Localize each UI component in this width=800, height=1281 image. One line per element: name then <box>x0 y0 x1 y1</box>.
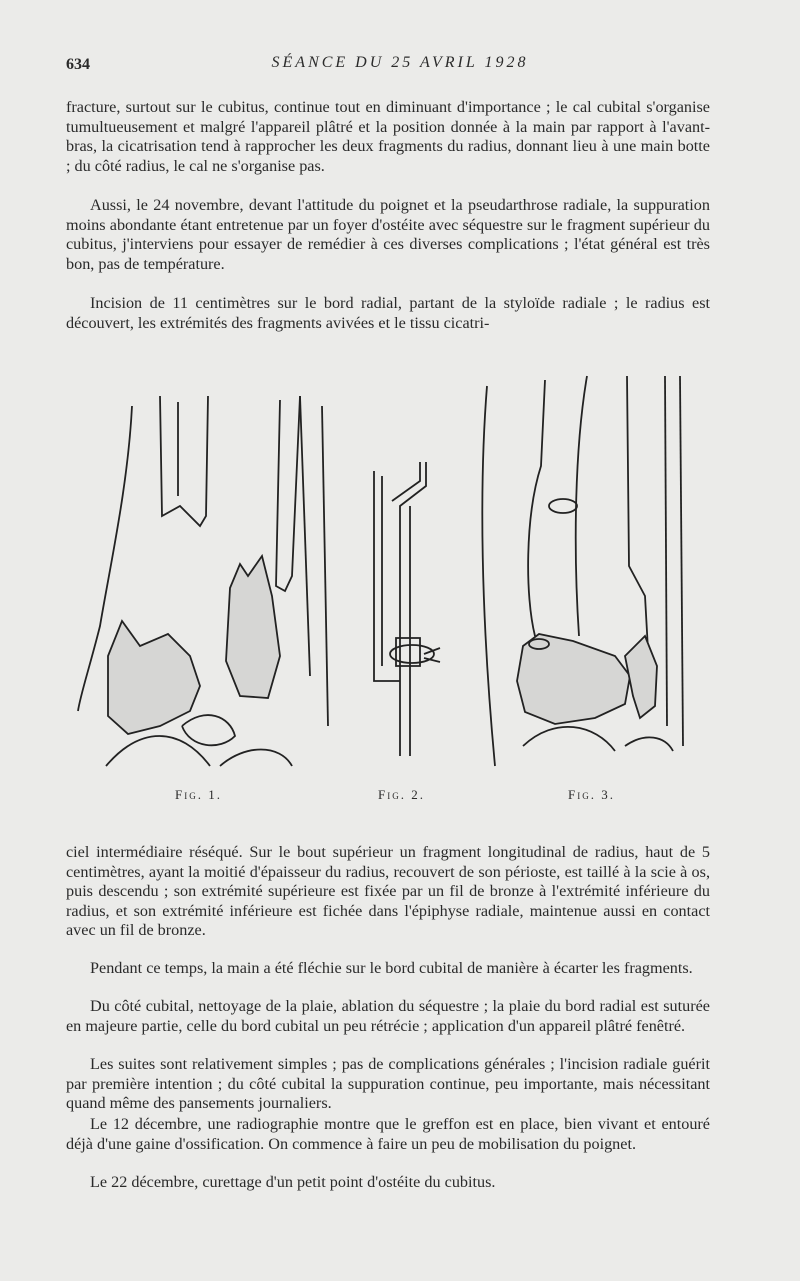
paragraph-6: Du côté cubital, nettoyage de la plaie, ablation du séquestre ; la plaie du bord radial est suturée en majeure partie, celle du bord cubital un peu rétrécie ; application d'un appareil plâtré fenêtré. <box>66 997 710 1035</box>
figure-1-drawing <box>70 366 350 776</box>
figure-3-drawing <box>475 366 690 776</box>
paragraph-4: ciel intermédiaire réséqué. Sur le bout supérieur un fragment longitudinal de radius, haut de 5 centimètres, ayant la moitié d'épaisseur du radius, recouvert de son périoste, est taillé à la scie à os, puis descendu ; son extrémité supérieure est fixée par un fil de bronze à l'extrémité inférieure du radius, et son extrémité inférieure est fichée dans l'épiphyse radiale, maintenue aussi en contact avec un fil de bronze. <box>66 843 710 939</box>
paragraph-8: Le 12 décembre, une radiographie montre que le greffon est en place, bien vivant et entouré déjà d'une gaine d'ossification. On commence à faire un peu de mobilisation du poignet. <box>66 1115 710 1153</box>
paragraph-2: Aussi, le 24 novembre, devant l'attitude du poignet et la pseudarthrose radiale, la suppuration moins abondante étant entretenue par un foyer d'ostéite avec séquestre sur le fragment supérieur du cubitus, j'interviens pour essayer de remédier à ces diverses complications ; l'état général est très bon, pas de température. <box>66 196 710 273</box>
paragraph-7: Les suites sont relativement simples ; pas de complications générales ; l'incision radiale guérit par première intention ; du côté cubital la suppuration continue, peu importante, mais nécessitant quand même des pansements journaliers. <box>66 1055 710 1112</box>
running-title: SÉANCE DU 25 AVRIL 1928 <box>271 54 529 71</box>
figure-group <box>70 366 690 776</box>
figure-1-caption: Fig. 1. <box>175 787 222 802</box>
figure-2-caption: Fig. 2. <box>378 787 425 802</box>
paragraph-9: Le 22 décembre, curettage d'un petit point d'ostéite du cubitus. <box>90 1173 496 1191</box>
figure-2-drawing <box>360 366 450 776</box>
paragraph-1: fracture, surtout sur le cubitus, continue tout en diminuant d'importance ; le cal cubital s'organise tumultueusement et malgré l'appareil plâtré et la position donnée à la main par rapport à l'avant-bras, la cicatrisation tend à rapprocher les deux fragments du radius, donnant lieu à une main botte ; du côté radius, le cal ne s'organise pas. <box>66 98 710 175</box>
paragraph-5: Pendant ce temps, la main a été fléchie sur le bord cubital de manière à écarter les fragments. <box>90 959 693 977</box>
figure-3-caption: Fig. 3. <box>568 787 615 802</box>
page-number: 634 <box>66 56 90 73</box>
paragraph-3: Incision de 11 centimètres sur le bord radial, partant de la styloïde radiale ; le radius est découvert, les extrémités des fragments avivées et le tissu cicatri- <box>66 294 710 332</box>
